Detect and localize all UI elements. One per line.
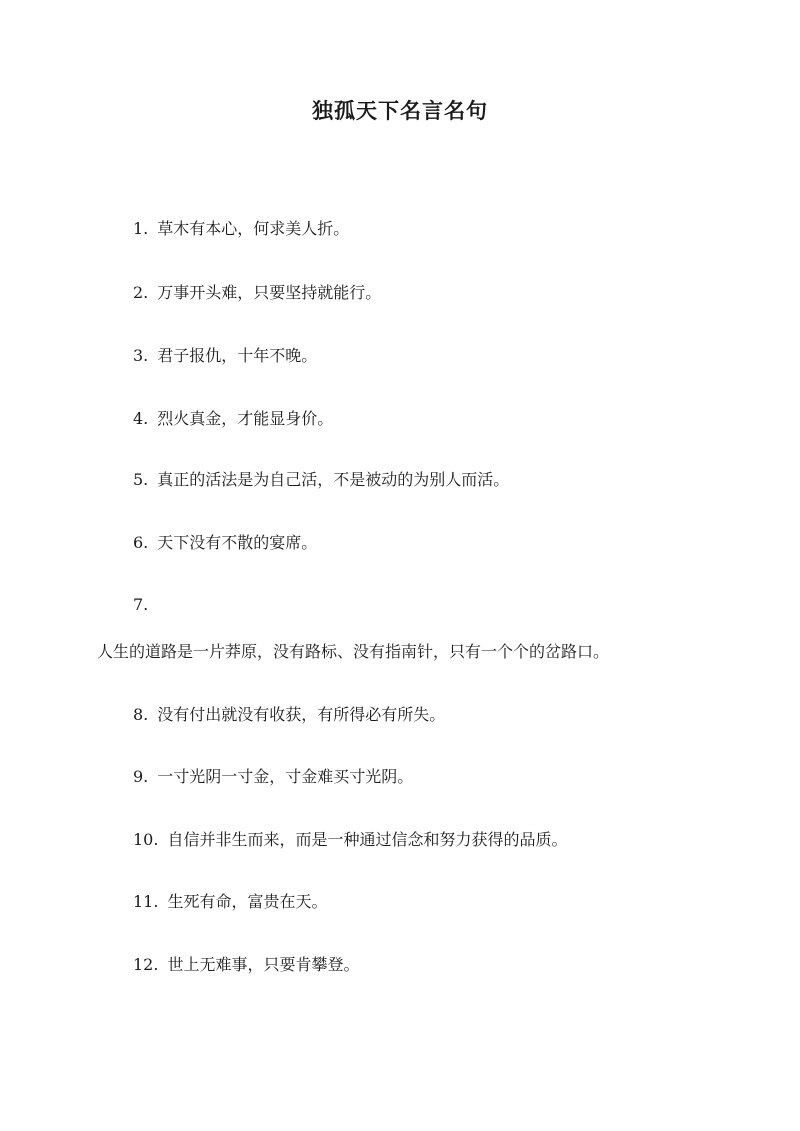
item-number: 2.: [133, 283, 149, 302]
page-title: 独孤天下名言名句: [312, 98, 488, 123]
item-number: 12.: [133, 955, 159, 974]
item-number: 10.: [133, 830, 159, 849]
quote-text: 草木有本心，何求美人折。: [157, 219, 350, 238]
item-number: 4.: [133, 409, 149, 428]
quote-text: 一寸光阴一寸金，寸金难买寸光阴。: [157, 767, 414, 786]
list-item: [133, 344, 317, 368]
item-number: 1.: [133, 219, 149, 238]
list-item: [133, 765, 413, 789]
list-item: [133, 890, 327, 914]
quote-text: 自信并非生而来，而是一种通过信念和努力获得的品质。: [167, 830, 568, 849]
quote-text: 生死有命，富贵在天。: [167, 892, 328, 911]
list-item: [133, 531, 317, 555]
list-item: [133, 281, 381, 305]
item-number: 7.: [133, 595, 149, 614]
list-item: [133, 217, 349, 241]
list-item: [133, 828, 567, 852]
item-number: 6.: [133, 533, 149, 552]
quote-text: 世上无难事，只要肯攀登。: [167, 955, 360, 974]
list-item: [133, 593, 157, 617]
list-item: [133, 703, 445, 727]
quote-text: 人生的道路是一片莽原，没有路标、没有指南针，只有一个个的岔路口。: [97, 642, 610, 661]
item-number: 9.: [133, 767, 149, 786]
quote-text: 没有付出就没有收获，有所得必有所失。: [157, 705, 446, 724]
list-item: [133, 407, 333, 431]
quote-text: 真正的活法是为自己活，不是被动的为别人而活。: [157, 470, 510, 489]
quote-text: 君子报仇，十年不晚。: [157, 346, 318, 365]
quote-text: 万事开头难，只要坚持就能行。: [157, 283, 382, 302]
quote-text: 天下没有不散的宴席。: [157, 533, 318, 552]
list-item: [133, 953, 359, 977]
item-number: 5.: [133, 470, 149, 489]
list-item: [133, 468, 509, 492]
quote-text: 烈火真金，才能显身价。: [157, 409, 334, 428]
item-number: 11.: [133, 892, 159, 911]
item-number: 8.: [133, 705, 149, 724]
item-number: 3.: [133, 346, 149, 365]
